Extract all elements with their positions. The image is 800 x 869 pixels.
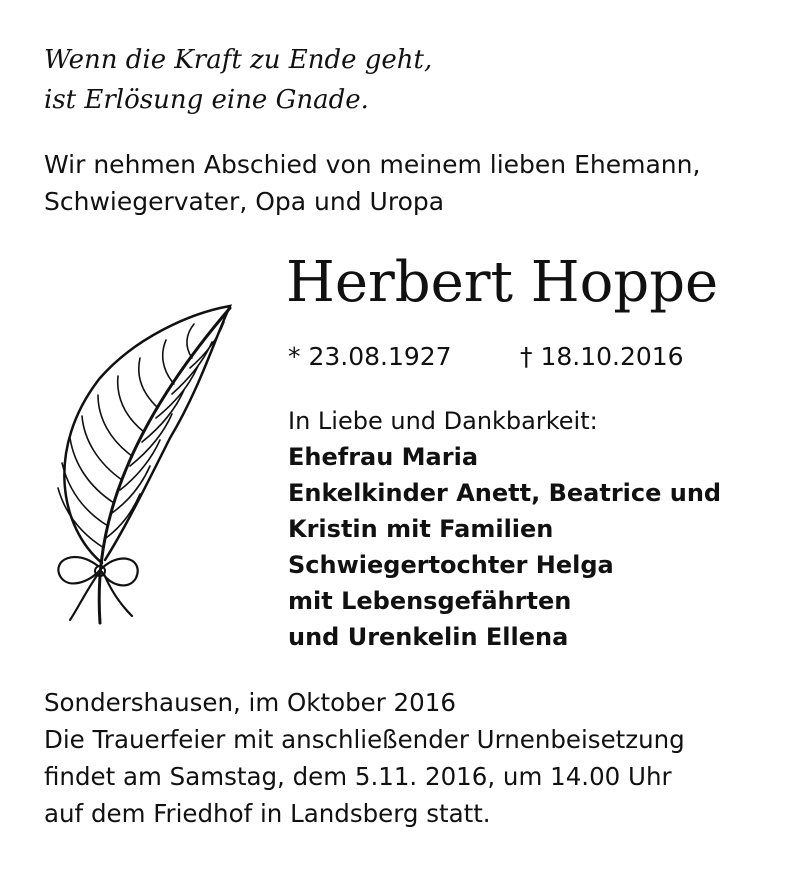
- quote-line-2: ist Erlösung eine Gnade.: [44, 85, 369, 115]
- intro-line-1: Wir nehmen Abschied von meinem lieben Ehemann,: [44, 150, 701, 179]
- place-date: Sondershausen, im Oktober 2016: [44, 688, 456, 717]
- funeral-info-line: Die Trauerfeier mit anschließender Urnenbeisetzung: [44, 725, 685, 754]
- funeral-info-line: auf dem Friedhof in Landsberg statt.: [44, 799, 491, 828]
- funeral-info-line: findet am Samstag, dem 5.11. 2016, um 14.00 Uhr: [44, 762, 672, 791]
- family-heading: In Liebe und Dankbarkeit:: [288, 407, 598, 435]
- family-member: Ehefrau Maria: [288, 443, 479, 471]
- intro-line-2: Schwiegervater, Opa und Uropa: [44, 187, 445, 216]
- feather-with-ribbon-icon: [40, 298, 240, 628]
- death-date: † 18.10.2016: [520, 342, 684, 371]
- family-member: Schwiegertochter Helga: [288, 551, 614, 579]
- deceased-name: Herbert Hoppe: [286, 250, 719, 315]
- family-list: [288, 403, 721, 655]
- funeral-notice: [44, 684, 685, 832]
- family-member: Enkelkinder Anett, Beatrice und: [288, 479, 722, 507]
- family-member: und Urenkelin Ellena: [288, 623, 569, 651]
- family-member: Kristin mit Familien: [288, 515, 554, 543]
- birth-date: * 23.08.1927: [288, 342, 452, 371]
- family-member: mit Lebensgefährten: [288, 587, 572, 615]
- quote-line-1: Wenn die Kraft zu Ende geht,: [44, 45, 433, 75]
- quote-verse: [44, 40, 432, 120]
- farewell-intro: [44, 146, 700, 220]
